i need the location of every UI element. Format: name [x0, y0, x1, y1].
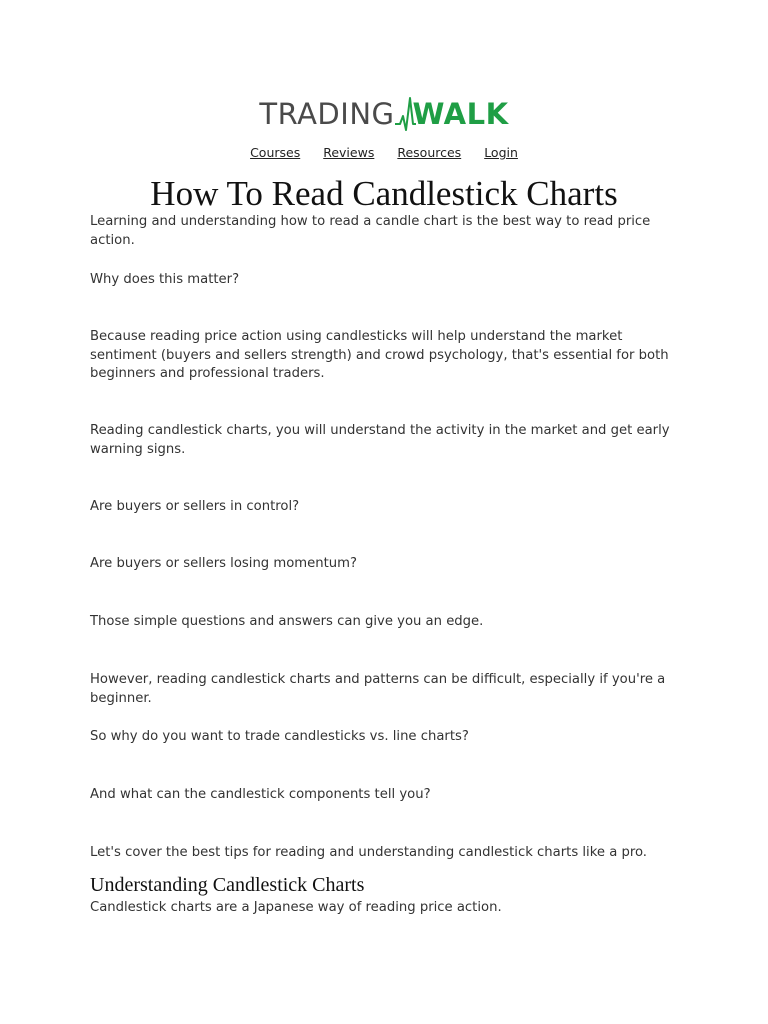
logo-text-walk: WALK — [412, 96, 509, 131]
paragraph-difficult: However, reading candlestick charts and patterns can be difficult, especially if you're a beginner. — [90, 672, 666, 706]
paragraph-intro: Learning and understanding how to read a candle chart is the best way to read price action. — [90, 214, 651, 248]
paragraph-components: And what can the candlestick components tell you? — [90, 787, 431, 802]
paragraph-control: Are buyers or sellers in control? — [90, 499, 300, 514]
section-heading: Understanding Candlestick Charts — [90, 874, 365, 896]
site-logo[interactable] — [0, 92, 768, 136]
nav-link-resources[interactable]: Resources — [397, 145, 462, 160]
logo-text-trading: TRADING — [259, 96, 395, 131]
nav-link-reviews[interactable]: Reviews — [323, 145, 375, 160]
paragraph-reading: Reading candlestick charts, you will understand the activity in the market and get early warning signs. — [90, 423, 670, 457]
main-nav — [0, 145, 768, 160]
paragraph-edge: Those simple questions and answers can give you an edge. — [90, 614, 484, 629]
paragraph-momentum: Are buyers or sellers losing momentum? — [90, 556, 357, 571]
nav-link-courses[interactable]: Courses — [250, 145, 301, 160]
paragraph-tips: Let's cover the best tips for reading and understanding candlestick charts like a pro. — [90, 845, 647, 860]
nav-link-login[interactable]: Login — [484, 145, 518, 160]
page-title: How To Read Candlestick Charts — [150, 174, 618, 213]
paragraph-japanese: Candlestick charts are a Japanese way of reading price action. — [90, 900, 502, 915]
paragraph-why: Why does this matter? — [90, 272, 240, 287]
paragraph-because: Because reading price action using candlesticks will help understand the market sentiment (buyers and sellers strength) and crowd psychology, that's essential for both beginners and professional traders. — [90, 329, 669, 381]
paragraph-line-charts: So why do you want to trade candlesticks vs. line charts? — [90, 729, 469, 744]
